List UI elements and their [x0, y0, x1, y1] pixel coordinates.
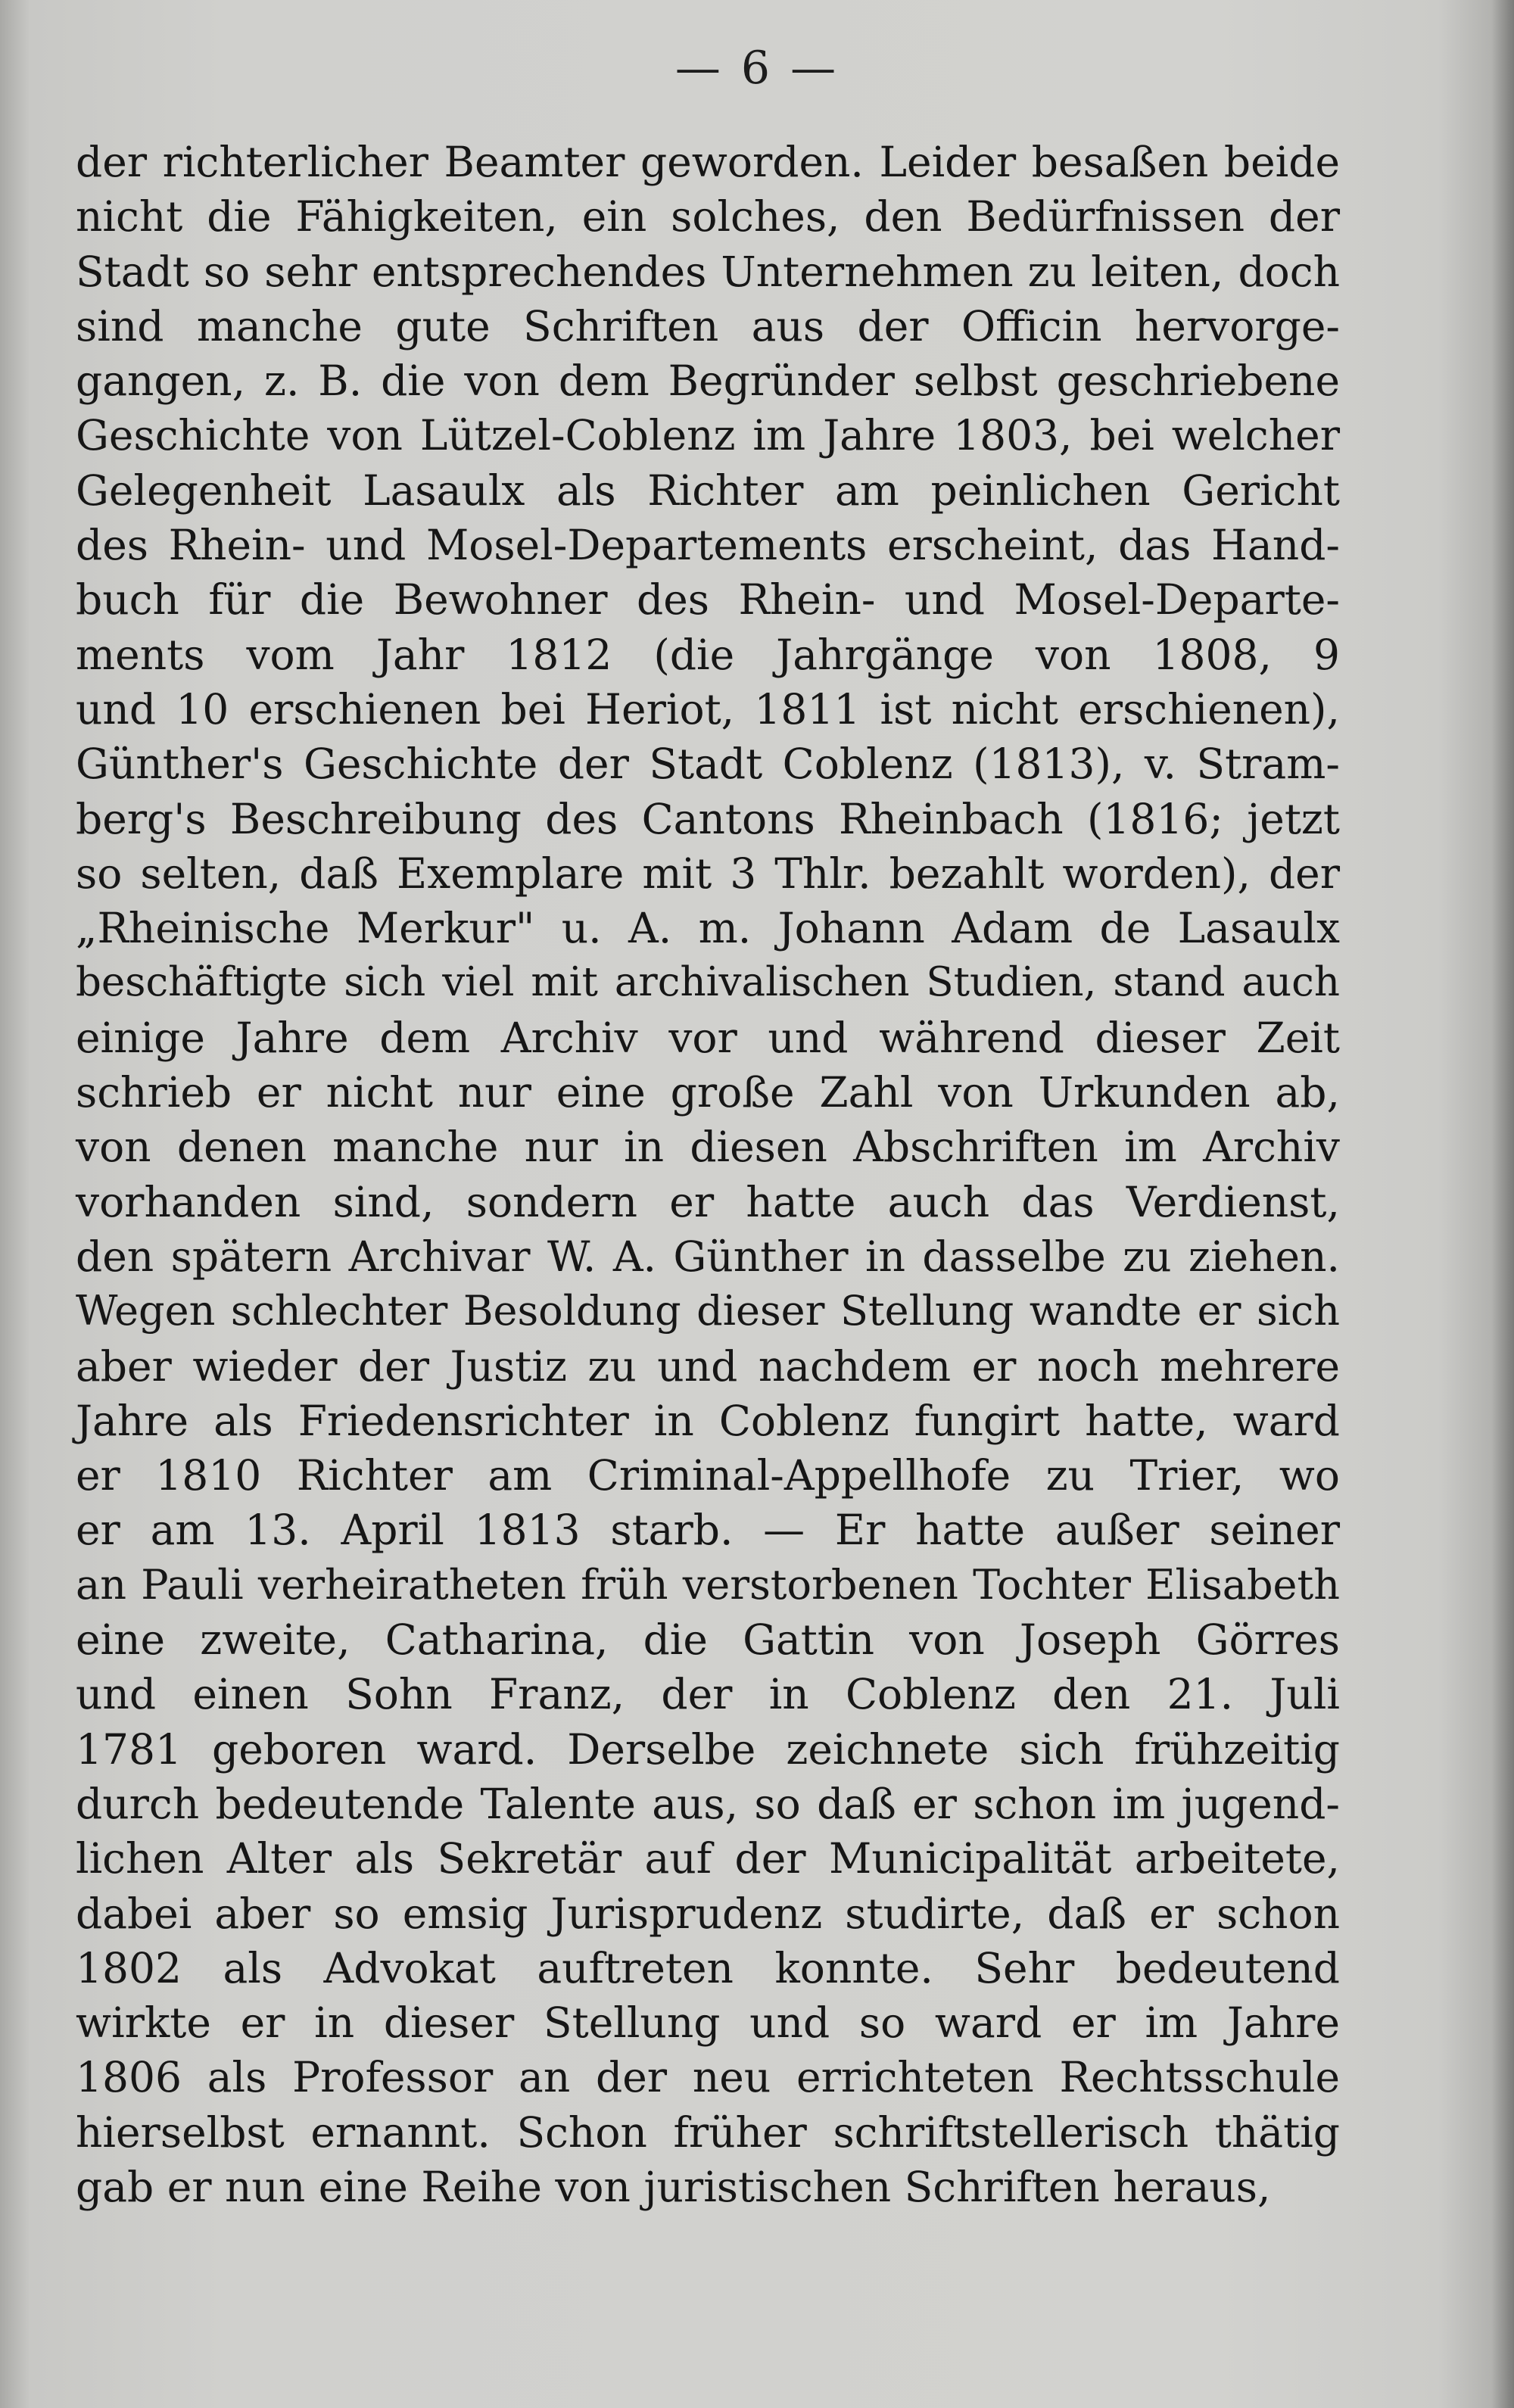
text-line: er am 13. April 1813 starb. — Er hatte außer seiner: [76, 1506, 1340, 1555]
text-line: einige Jahre dem Archiv vor und während dieser Zeit: [76, 1013, 1340, 1062]
text-line: der richterlicher Beamter geworden. Leider besaßen beide: [76, 138, 1340, 186]
text-line: buch für die Bewohner des Rhein- und Mosel-Departe-: [76, 575, 1340, 625]
text-line: gab er nun eine Reihe von juristischen Schriften heraus,: [76, 2162, 1271, 2211]
text-line: nicht die Fähigkeiten, ein solches, den Bedürfnissen der: [76, 192, 1340, 241]
text-line: 1806 als Professor an der neu errichteten Rechtsschule: [76, 2053, 1340, 2102]
text-line: hierselbst ernannt. Schon früher schriftstellerisch thätig: [76, 2107, 1340, 2157]
text-line: und 10 erschienen bei Heriot, 1811 ist nicht erschienen),: [76, 684, 1340, 734]
text-line: Wegen schlechter Besoldung dieser Stellung wandte er sich: [76, 1287, 1340, 1335]
text-line: 1802 als Advokat auftreten konnte. Sehr bedeutend: [76, 1943, 1340, 1992]
text-line: „Rheinische Merkur" u. A. m. Johann Adam de Lasaulx: [76, 904, 1340, 953]
text-line: beschäftigte sich viel mit archivalischen Studien, stand auch: [76, 959, 1340, 1006]
text-line: 1781 geboren ward. Derselbe zeichnete sich frühzeitig: [76, 1724, 1340, 1774]
text-line: vorhanden sind, sondern er hatte auch das Verdienst,: [76, 1177, 1340, 1226]
text-line: dabei aber so emsig Jurisprudenz studirte, daß er schon: [76, 1889, 1340, 1938]
text-line: Jahre als Friedensrichter in Coblenz fungirt hatte, ward: [76, 1396, 1340, 1445]
text-line: des Rhein- und Mosel-Departements erscheint, das Hand-: [76, 521, 1340, 570]
text-line: Gelegenheit Lasaulx als Richter am peinlichen Gericht: [76, 466, 1340, 515]
text-line: sind manche gute Schriften aus der Officin hervorge-: [76, 301, 1340, 350]
text-line: Günther's Geschichte der Stadt Coblenz (1813), v. Stram-: [76, 740, 1340, 789]
body-text: [76, 135, 1340, 2214]
text-line: er 1810 Richter am Criminal-Appellhofe zu Trier, wo: [76, 1451, 1340, 1500]
text-line: den spätern Archivar W. A. Günther in dasselbe zu ziehen.: [76, 1232, 1340, 1281]
page-number-header: — 6 —: [674, 42, 840, 95]
text-line: aber wieder der Justiz zu und nachdem er noch mehrere: [76, 1341, 1340, 1391]
text-line: und einen Sohn Franz, der in Coblenz den 21. Juli: [76, 1670, 1340, 1719]
page-edge-shadow: [1491, 0, 1514, 2408]
text-line: berg's Beschreibung des Cantons Rheinbach (1816; jetzt: [76, 794, 1340, 843]
text-line: lichen Alter als Sekretär auf der Municipalität arbeitete,: [76, 1834, 1340, 1883]
text-line: gangen, z. B. die von dem Begründer selbst geschriebene: [76, 357, 1340, 406]
text-line: wirkte er in dieser Stellung und so ward er im Jahre: [76, 1998, 1340, 2048]
text-line: eine zweite, Catharina, die Gattin von Joseph Görres: [76, 1615, 1340, 1665]
text-line: schrieb er nicht nur eine große Zahl von Urkunden ab,: [76, 1068, 1340, 1117]
text-line: Stadt so sehr entsprechendes Unternehmen zu leiten, doch: [76, 247, 1340, 296]
text-line: von denen manche nur in diesen Abschriften im Archiv: [76, 1123, 1340, 1172]
text-line: ments vom Jahr 1812 (die Jahrgänge von 1808, 9: [76, 630, 1340, 679]
text-line: Geschichte von Lützel-Coblenz im Jahre 1803, bei welcher: [76, 411, 1340, 460]
text-line: an Pauli verheiratheten früh verstorbenen Tochter Elisabeth: [76, 1560, 1340, 1609]
text-line: durch bedeutende Talente aus, so daß er schon im jugend-: [76, 1779, 1340, 1828]
text-line: so selten, daß Exemplare mit 3 Thlr. bezahlt worden), der: [76, 849, 1340, 898]
